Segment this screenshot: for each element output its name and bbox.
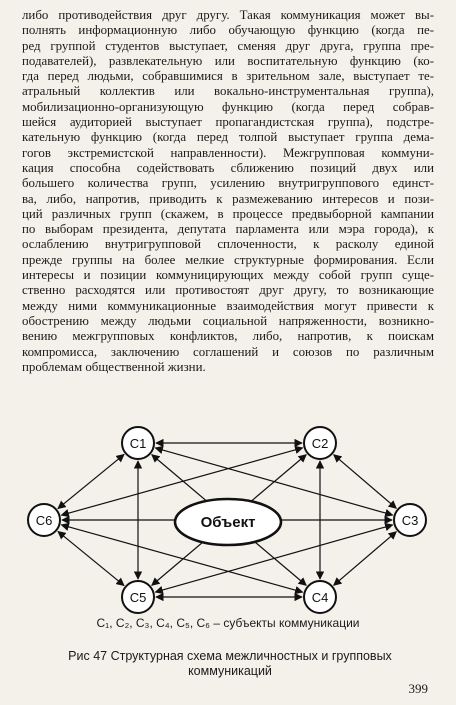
text-line: ред группой студентов выступает, сменяя друг друга, группа пре-	[22, 38, 434, 53]
caption-line-1: Рис 47 Структурная схема межличностных и групповых	[68, 649, 392, 663]
page-number: 399	[408, 681, 428, 696]
text-line: компромисса, заключению соглашений и союзов по различным	[22, 344, 434, 359]
node-label: C4	[311, 590, 329, 605]
edge-c3-c4	[334, 532, 397, 586]
figure-caption	[40, 649, 420, 679]
text-line: гда перед людьми, собравшимися в зрительном зале, выступает те-	[22, 69, 434, 84]
text-line: ва, либо, напротив, приводить к размежеванию интересов и пози-	[22, 191, 434, 206]
text-line: гогов экстремистской направленности). Межгрупповая коммуни-	[22, 145, 434, 160]
caption-line-2: коммуникаций	[188, 664, 272, 678]
node-label: C3	[401, 513, 419, 528]
node-label: C2	[311, 436, 329, 451]
node-c2	[304, 427, 336, 459]
text-line: по выборам президента, депутата парламента или мэра города), к	[22, 222, 434, 237]
node-label: C5	[129, 590, 147, 605]
text-line: шейся аудиторией выступает пропагандистская группа), подстре-	[22, 115, 434, 130]
text-line: вению межгрупповых конфликтов, либо, напротив, к поискам	[22, 329, 434, 344]
node-label: C1	[129, 436, 147, 451]
edge-c2-c3	[334, 455, 397, 509]
text-line: полнять информационную либо обучающую функцию (когда пе-	[22, 23, 434, 38]
text-line: либо противодействия друг другу. Такая коммуникация может вы-	[22, 8, 434, 22]
text-line: обострению между людьми социальной напряженности, возникно-	[22, 313, 434, 328]
text-line: подавателей), развлекательную или воспитательную функцию (ко-	[22, 53, 434, 68]
text-line: ций различных групп (скажем, в процессе предвыборной кампании	[22, 206, 434, 221]
text-line: проблемам общественной жизни.	[22, 359, 206, 374]
text-line: ственно расходятся или противостоят друг другу, то возникающие	[22, 283, 434, 298]
node-c6	[28, 504, 60, 536]
node-c5	[122, 581, 154, 613]
text-line: кательную функцию (когда перед толпой выступает группа дема-	[22, 130, 434, 145]
text-line: между ними коммуникационные взаимодействия могут привести к	[22, 298, 434, 313]
object-label: Объект	[200, 514, 256, 531]
text-line: интересы и позиции коммуницирующих между собой групп суще-	[22, 268, 434, 283]
text-line: мобилизационно-организующую функцию (когда перед собрав-	[22, 99, 434, 114]
node-label: C6	[35, 513, 53, 528]
text-line: прежде группы на более мелкие структурные формирования. Если	[22, 252, 434, 267]
object-node	[175, 499, 281, 545]
text-line: кация способна содействовать сближению позиций двух или	[22, 160, 434, 175]
text-line: ослаблению внутригрупповой сплоченности, к расколу единой	[22, 237, 434, 252]
node-c3	[394, 504, 426, 536]
node-c4	[304, 581, 336, 613]
text-line: атральный коллектив или вокально-инструментальная группа),	[22, 84, 434, 99]
diagram-legend: C₁, C₂, C₃, C₄, C₅, C₆ – субъекты коммуникации	[96, 616, 360, 630]
text-line: большего количества групп, усилению внутригруппового единст-	[22, 176, 434, 191]
node-c1	[122, 427, 154, 459]
